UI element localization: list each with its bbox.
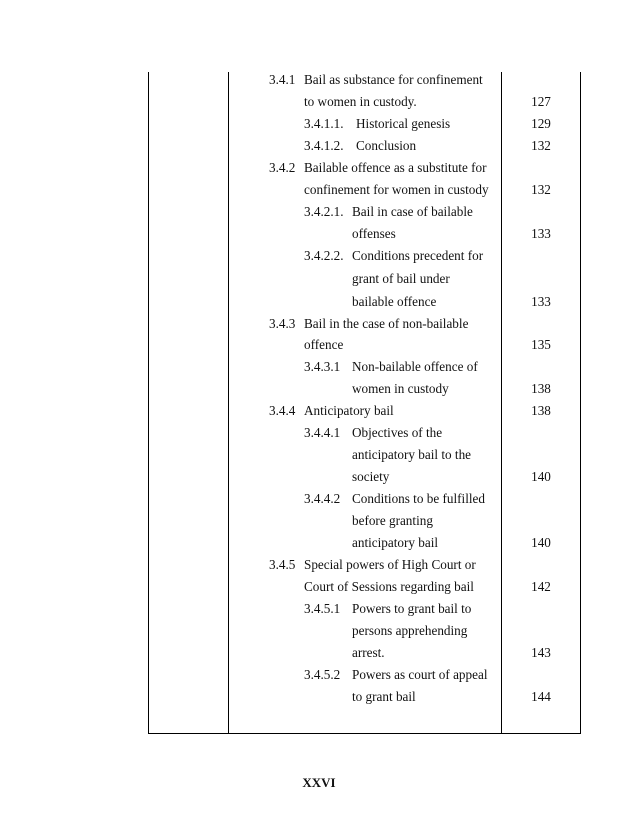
toc-text: Anticipatory bail — [304, 403, 394, 418]
toc-text: Court of Sessions regarding bail — [304, 579, 474, 594]
toc-page: 138 — [531, 403, 551, 418]
table-divider-2 — [501, 72, 502, 733]
table-border-bottom — [148, 733, 581, 734]
toc-num: 3.4.4.1 — [304, 425, 341, 440]
toc-text: Special powers of High Court or — [304, 557, 476, 572]
toc-page: 140 — [531, 535, 551, 550]
toc-num: 3.4.1.1. — [304, 116, 344, 131]
toc-text: to grant bail — [352, 689, 416, 704]
toc-text: confinement for women in custody — [304, 182, 489, 197]
toc-text: Historical genesis — [356, 116, 451, 131]
toc-text: offence — [304, 337, 344, 352]
toc-text: Bail in the case of non-bailable — [304, 316, 469, 331]
toc-page: 135 — [531, 337, 551, 352]
toc-page: 140 — [531, 469, 551, 484]
toc-text: before granting — [352, 513, 433, 528]
toc-page: 127 — [531, 94, 551, 109]
toc-num: 3.4.5.2 — [304, 667, 341, 682]
toc-page: 133 — [531, 294, 551, 309]
toc-page: 138 — [531, 381, 551, 396]
toc-num: 3.4.5 — [269, 557, 296, 572]
toc-num: 3.4.1 — [269, 72, 296, 87]
toc-text: bailable offence — [352, 294, 437, 309]
toc-num: 3.4.1.2. — [304, 138, 344, 153]
toc-page: 143 — [531, 645, 551, 660]
toc-text: Conclusion — [356, 138, 417, 153]
toc-text: society — [352, 469, 390, 484]
toc-num: 3.4.4 — [269, 403, 296, 418]
toc-page: 133 — [531, 226, 551, 241]
toc-text: Powers to grant bail to — [352, 601, 472, 616]
table-border-right — [580, 72, 581, 733]
toc-text: Objectives of the — [352, 425, 443, 440]
toc-num: 3.4.2 — [269, 160, 296, 175]
toc-num: 3.4.2.1. — [304, 204, 344, 219]
toc-text: Powers as court of appeal — [352, 667, 488, 682]
toc-num: 3.4.5.1 — [304, 601, 341, 616]
toc-num: 3.4.4.2 — [304, 491, 341, 506]
toc-text: Non-bailable offence of — [352, 359, 478, 374]
toc-text: offenses — [352, 226, 396, 241]
toc-text: Bail in case of bailable — [352, 204, 473, 219]
toc-text: anticipatory bail to the — [352, 447, 472, 462]
toc-page: 132 — [531, 138, 551, 153]
toc-text: grant of bail under — [352, 271, 450, 286]
table-border-left — [148, 72, 149, 733]
toc-page: 132 — [531, 182, 551, 197]
toc-text: anticipatory bail — [352, 535, 439, 550]
toc-page: 142 — [531, 579, 551, 594]
page-number-footer: XXVI — [302, 775, 336, 790]
toc-page: 144 — [531, 689, 551, 704]
toc-text: Bail as substance for confinement — [304, 72, 483, 87]
toc-text: Conditions to be fulfilled — [352, 491, 485, 506]
toc-num: 3.4.3.1 — [304, 359, 341, 374]
toc-num: 3.4.3 — [269, 316, 296, 331]
toc-text: Conditions precedent for — [352, 248, 484, 263]
toc-num: 3.4.2.2. — [304, 248, 344, 263]
toc-text: Bailable offence as a substitute for — [304, 160, 487, 175]
toc-text: arrest. — [352, 645, 385, 660]
toc-text: women in custody — [352, 381, 449, 396]
toc-text: persons apprehending — [352, 623, 468, 638]
toc-text: to women in custody. — [304, 94, 417, 109]
table-divider-1 — [228, 72, 229, 733]
toc-page: 129 — [531, 116, 551, 131]
